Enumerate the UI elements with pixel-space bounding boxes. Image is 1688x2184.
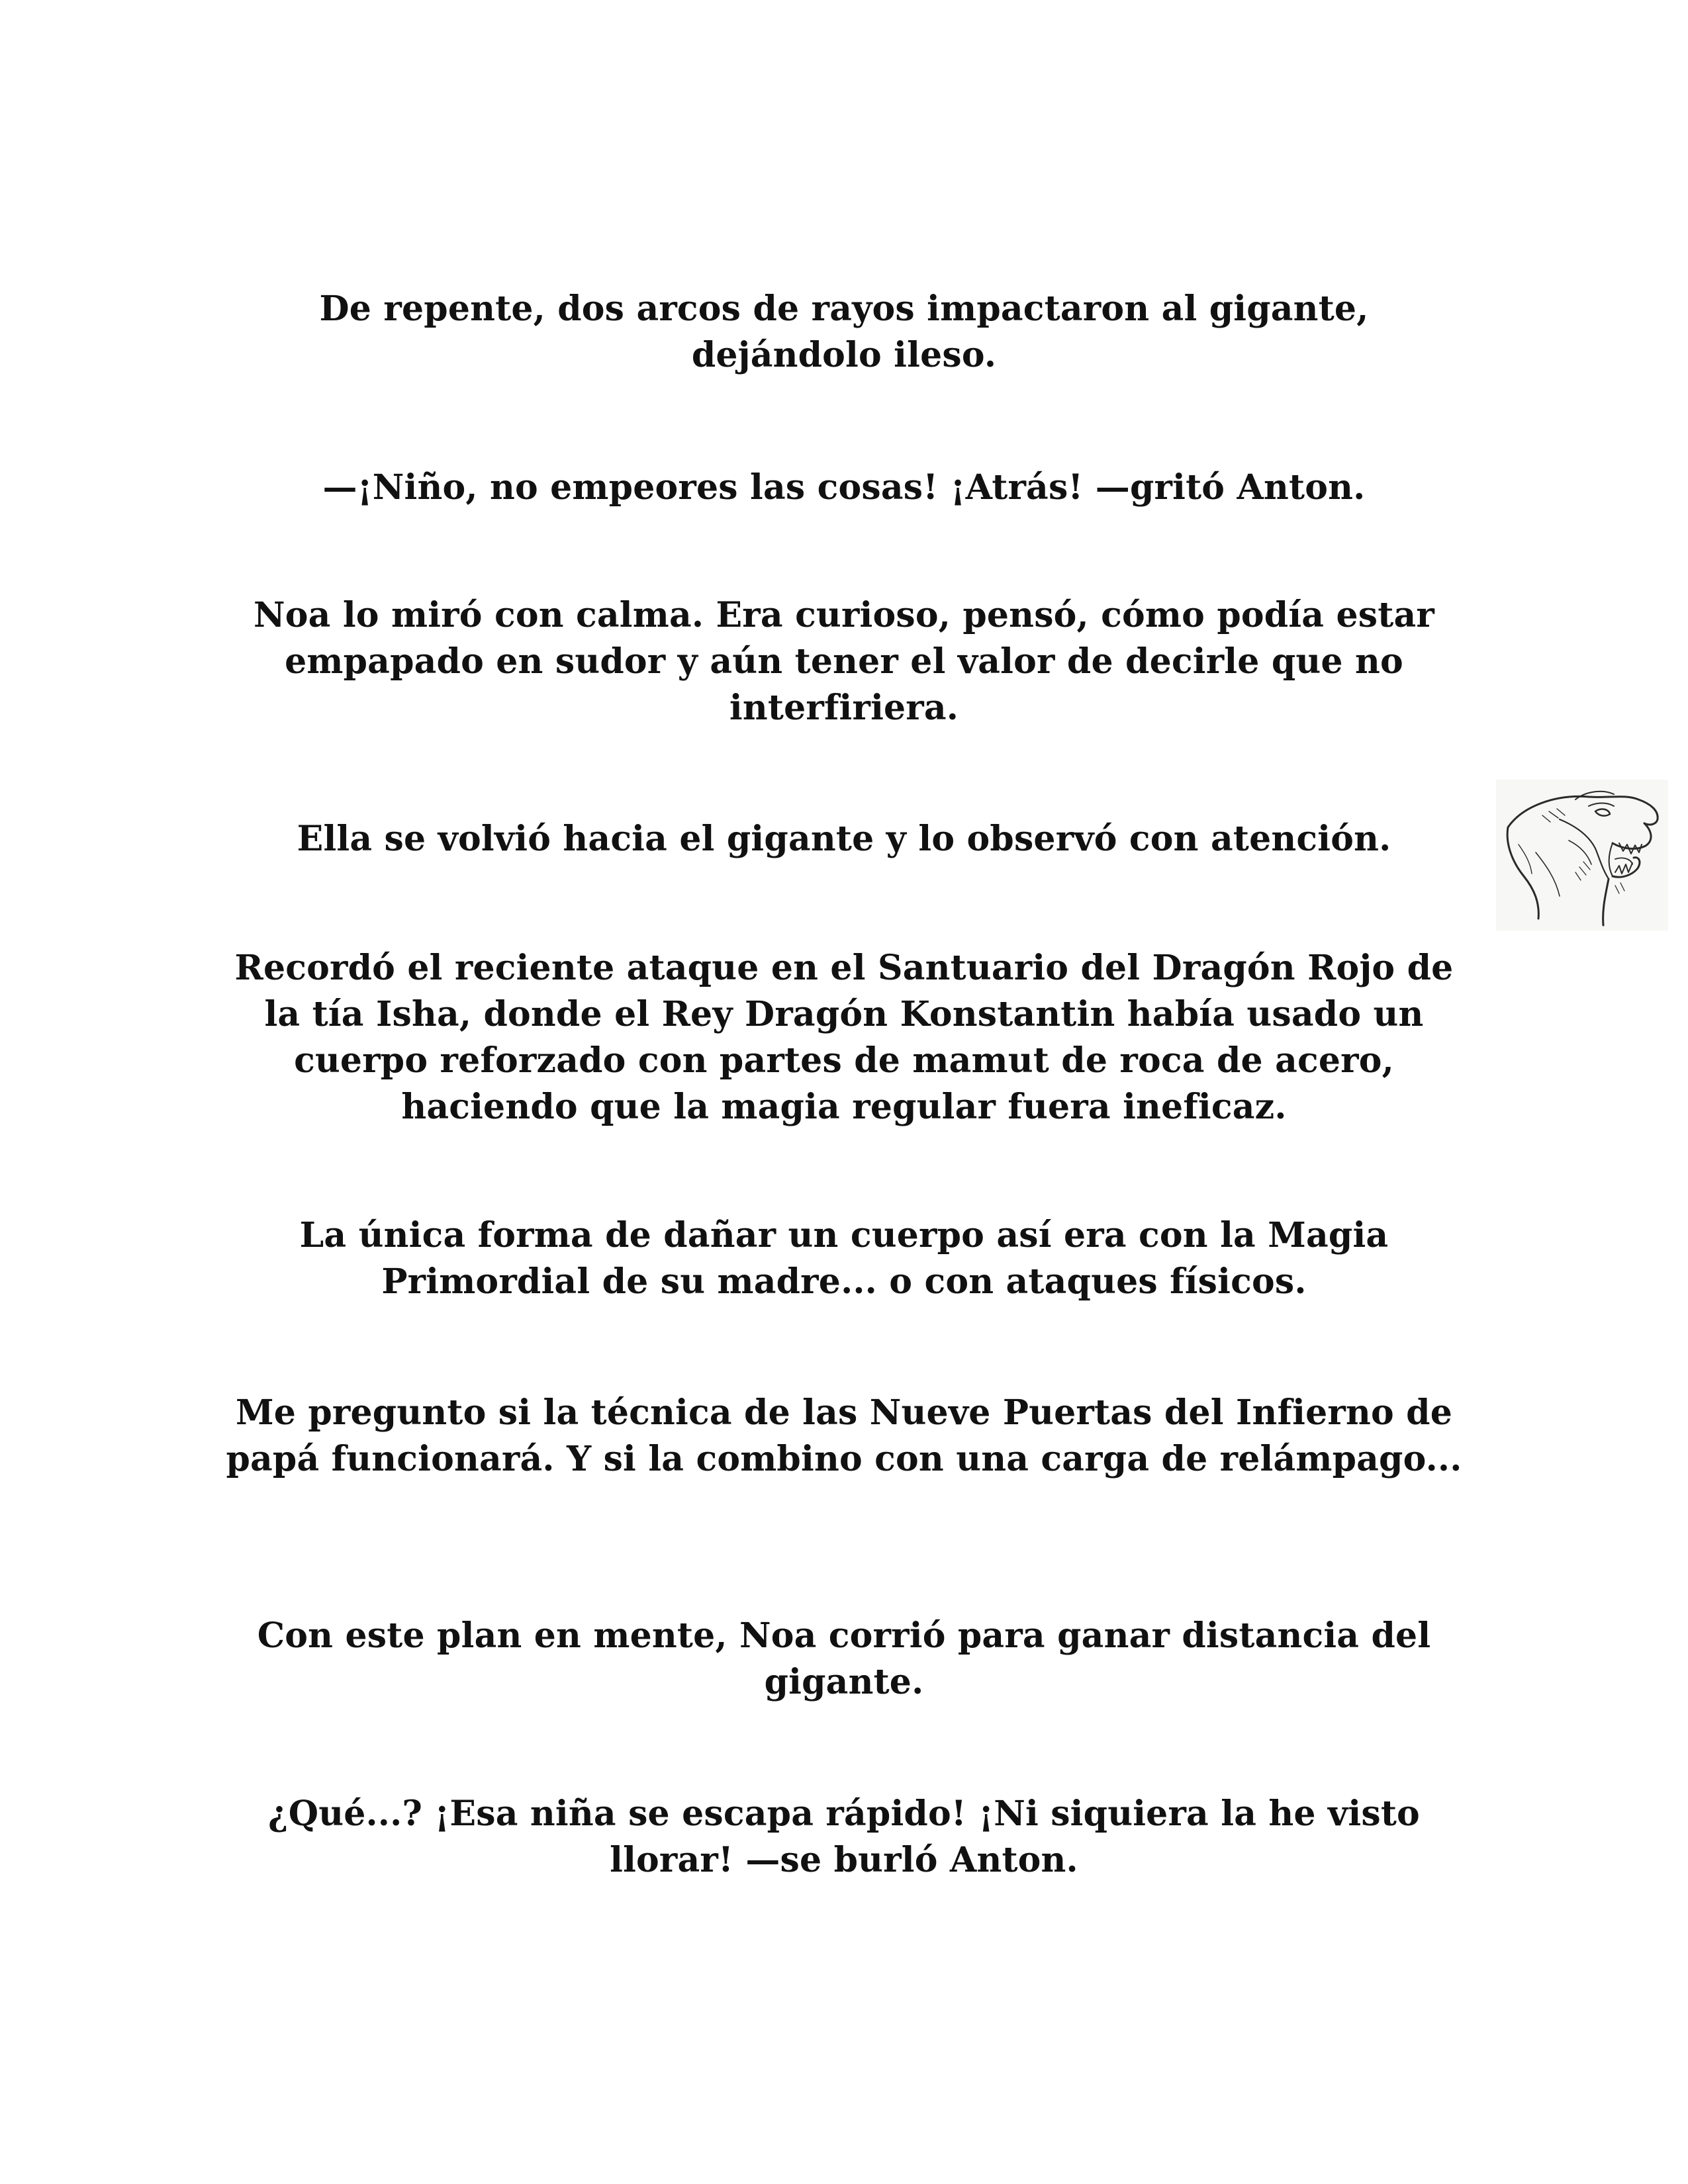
- paragraph-4: Ella se volvió hacia el gigante y lo observó con atención.: [297, 819, 1391, 859]
- paragraph-8: Con este plan en mente, Noa corrió para ganar distancia del gigante.: [257, 1615, 1431, 1702]
- paragraph-6: La única forma de dañar un cuerpo así era con la Magia Primordial de su madre... o con ataques físicos.: [299, 1215, 1389, 1302]
- paragraph-3: Noa lo miró con calma. Era curioso, pensó, cómo podía estar empapado en sudor y aún tener el valor de decirle que no interfiriera.: [254, 595, 1434, 728]
- dinosaur-head-sketch-icon: [1496, 780, 1668, 931]
- paragraph-7: Me pregunto si la técnica de las Nueve Puertas del Infierno de papá funcionará. Y si la combino con una carga de relámpago...: [226, 1392, 1462, 1479]
- paragraph-9: ¿Qué...? ¡Esa niña se escapa rápido! ¡Ni siquiera la he visto llorar! —se burló Anton.: [268, 1794, 1420, 1880]
- paragraph-1: De repente, dos arcos de rayos impactaron al gigante, dejándolo ileso.: [319, 289, 1369, 375]
- paragraph-2: —¡Niño, no empeores las cosas! ¡Atrás! —gritó Anton.: [322, 467, 1366, 508]
- paragraph-5: Recordó el reciente ataque en el Santuario del Dragón Rojo de la tía Isha, donde el Rey Dragón Konstantin había usado un cuerpo reforzado con partes de mamut de roca de acero, haciendo que la magia regular fuera ineficaz.: [234, 948, 1454, 1127]
